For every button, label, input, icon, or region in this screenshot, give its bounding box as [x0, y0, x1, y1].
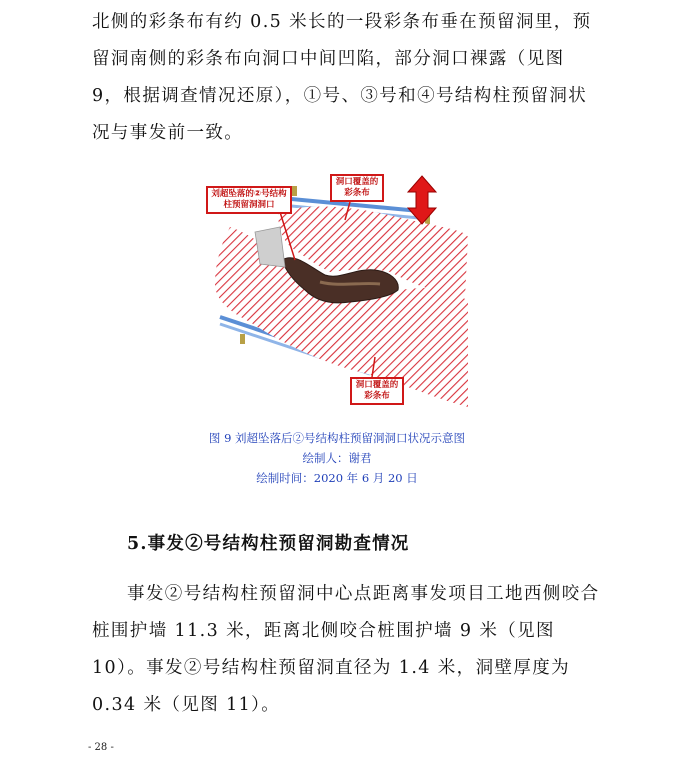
figure-9-diagram: [200, 172, 480, 412]
label-top-tarp: 洞口覆盖的彩条布: [330, 174, 384, 202]
section-heading: 5.事发②号结构柱预留洞勘查情况: [127, 534, 410, 554]
post-marker: [292, 186, 297, 196]
body-paragraph-2: 事发②号结构柱预留洞中心点距离事发项目工地西侧咬合桩围护墙 11.3 米，距离北侧咬合桩围护墙 9 米（见图 10）。事发②号结构柱预留洞直径为 1.4 米，洞壁厚度为 0.34 米（见图 11）。: [92, 584, 600, 715]
figure-caption-date: 绘制时间：2020 年 6 月 20 日: [256, 471, 418, 485]
figure-caption-author: 绘制人：谢君: [302, 451, 372, 465]
body-paragraph-1: 北侧的彩条布有约 0.5 米长的一段彩条布垂在预留洞里，预留洞南侧的彩条布向洞口中间凹陷，部分洞口裸露（见图 9，根据调查情况还原），①号、③号和④号结构柱预留洞状况与事发前一致。: [92, 12, 592, 143]
post-marker: [240, 334, 245, 344]
label-fall-hole: 刘超坠落的②号结构柱预留洞洞口: [206, 186, 292, 214]
page-number: - 28 -: [88, 742, 114, 753]
label-bottom-tarp: 洞口覆盖的彩条布: [350, 377, 404, 405]
figure-caption-title: 图 9 刘超坠落后②号结构柱预留洞洞口状况示意图: [208, 431, 466, 445]
board-piece: [255, 227, 285, 267]
